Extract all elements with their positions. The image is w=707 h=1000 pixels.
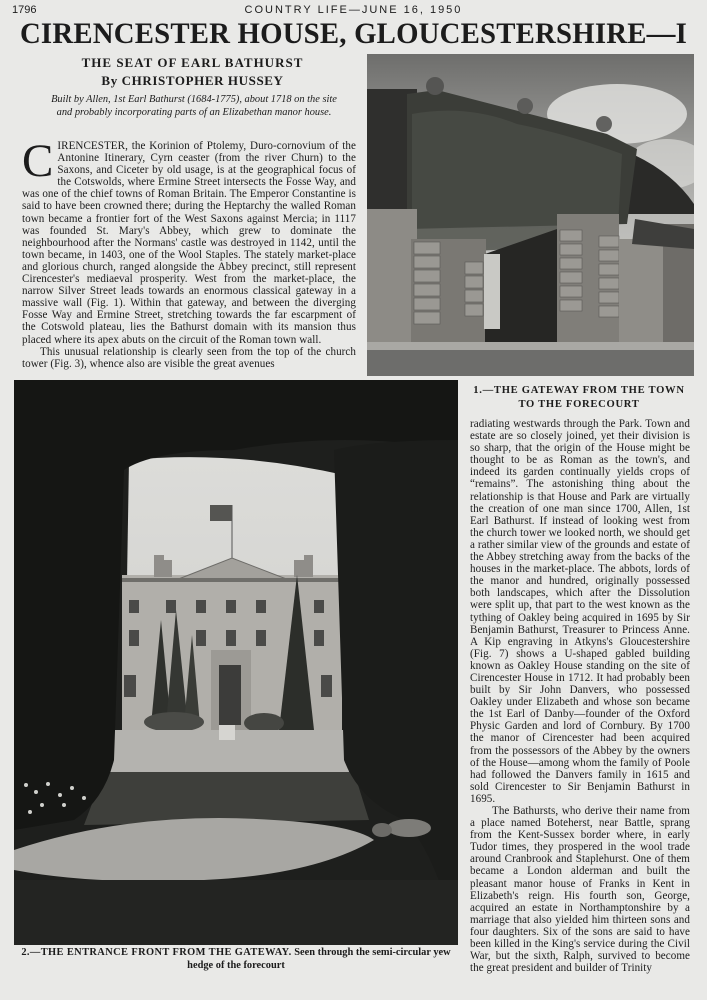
drop-cap: C (22, 135, 54, 187)
article-subtitle: THE SEAT OF EARL BATHURST (81, 55, 304, 70)
running-header: COUNTRY LIFE—JUNE 16, 1950 (244, 4, 463, 16)
article-byline: By CHRISTOPHER HUSSEY (101, 73, 284, 88)
gateway-photo-illustration (367, 54, 694, 376)
page-number: 1796 (12, 4, 37, 16)
figure-1-caption: 1.—THE GATEWAY FROM THE TOWN TO THE FORECOURT (473, 385, 685, 410)
body-column-right (470, 418, 690, 974)
article-standfirst: Built by Allen, 1st Earl Bathurst (1684-1775), about 1718 on the site and probably incorporating parts of an Elizabethan manor house. (51, 94, 337, 118)
figure-2-caption (14, 946, 458, 972)
body-column-left (22, 135, 356, 370)
paragraph: radiating westwards through the Park. Town and estate are so closely joined, yet their division is so sharp, that the origin of the House might be thought to be as Roman as the town's, and indeed its garden continually yields crops of “remains”. The astonishing thing about the relationship is that House and Park are virtually the creation of one man since 1700, Allen, 1st Earl Bathurst. If instead of looking west from the church tower we looked north, we should get a rather similar view of the grounds and estate of the Abbey stretching away from the backs of the houses in the market-place. The abbots, lords of the manor and hundred, originally possessed both landscapes, which after the Dissolution were split up, that part to the west known as the tything of Oakley being acquired in 1695 by Sir Benjamin Bathurst, Treasurer to Princess Anne. A Kip engraving in Atkyns's Gloucestershire (Fig. 7) shows a U-shaped gabled building known as Oakley House standing on the site of Cirencester House in 1712. It had probably been built by Sir John Danvers, who possessed Oakley under Elizabeth and whose son became the 1st Earl of Danby—founder of the Oxford Physic Garden and lord of Cornbury. By 1700 the manor of Cirencester had been acquired from the possessors of the Abbey by the owners of the House—among whom the family of Poole had followed the Danvers family in 1615 and sold Cirencester to Sir Benjamin Bathurst in 1695. (470, 418, 690, 805)
figure-2-caption-rest: Seen through the semi-circular yew hedge of the forecourt (187, 947, 451, 971)
entrance-photo-illustration (14, 380, 458, 945)
article-headline: CIRENCESTER HOUSE, GLOUCESTERSHIRE—I (19, 17, 688, 50)
paragraph: This unusual relationship is clearly seen from the top of the church tower (Fig. 3), whence also are visible the great avenues (22, 345, 356, 370)
figure-2-caption-lead: 2.—THE ENTRANCE FRONT FROM THE GATEWAY. (21, 947, 292, 958)
paragraph (22, 135, 356, 346)
figure-1-gateway-photo (367, 54, 694, 376)
paragraph: The Bathursts, who derive their name from a place named Boteherst, near Battle, sprang from the Kent-Sussex border where, in early Tudor times, they prospered in the wool trade around Cranbrook and Staplehurst. One of them became a London alderman and built the pleasant manor house of Franks in Kent in Elizabeth's reign. His fourth son, George, acquired an estate in Northamptonshire by a marriage that also yielded him thirteen sons and four daughters. Six of the sons are said to have been killed in the King's service during the Civil War, but the sixth, Ralph, survived to become the great president and builder of Trinity (470, 805, 690, 975)
paragraph-text: IRENCESTER, the Korinion of Ptolemy, Duro-cornovium of the Antonine Itinerary, Cyrn ceaster (from the river Churn) to the Saxons, and Ciceter by old usage, is at the geographical focus of the Cotswolds, where Ermine Street intersects the Fosse Way, and was one of the chief towns of Roman Britain. The Emperor Constantine is said to have been crowned there; during the Heptarchy the walled Roman town became a frontier fort of the West Saxons against Mercia; in 1117 was founded St. Mary's Abbey, which grew to dominate the neighbourhood after the Normans' castle was destroyed in 1142, until the town became, in 1403, one of the Wool Staples. The stately market-place and glorious church, ranged alongside the Abbey precinct, still represent Cirencester's mediaeval prosperity. West from the market-place, the narrow Silver Street leads towards an enormous classical gateway in a massive wall (Fig. 1). Within that gateway, and between the diverging Fosse Way and Ermine Street, stretching towards the far escarpment of the Cotswold plateau, lies the Bathurst domain with its mansion thus placed where its apex abuts on the circuit of the Roman town wall. (22, 140, 356, 346)
figure-2-entrance-photo (14, 380, 458, 945)
